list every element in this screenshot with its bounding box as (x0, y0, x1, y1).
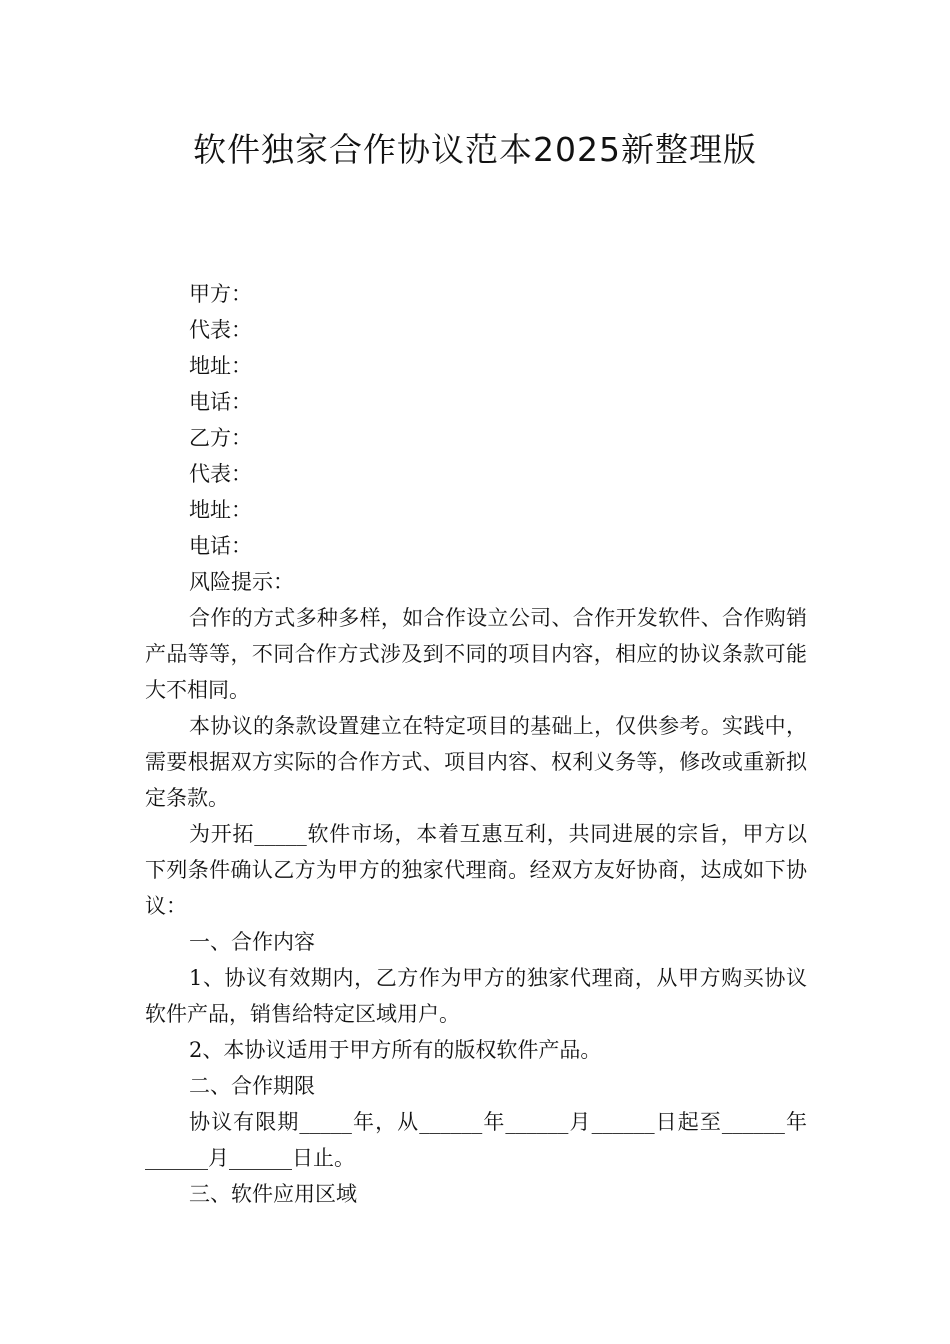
section-1-heading: 一、合作内容 (189, 930, 315, 954)
section-1-item-1: 1、协议有效期内，乙方作为甲方的独家代理商，从甲方购买协议软件产品，销售给特定区域用户。 (145, 966, 807, 1026)
party-a-label: 甲方： (189, 282, 252, 306)
section-2-heading: 二、合作期限 (189, 1074, 315, 1098)
section-2-body: 协议有限期_____年，从______年______月______日起至______年______月______日止。 (145, 1110, 807, 1170)
party-b-label: 乙方： (189, 426, 252, 450)
section-3-heading: 三、软件应用区域 (189, 1182, 357, 1206)
risk-paragraph-2: 本协议的条款设置建立在特定项目的基础上，仅供参考。实践中，需要根据双方实际的合作方式、项目内容、权利义务等，修改或重新拟定条款。 (145, 714, 807, 810)
party-a-address: 地址： (189, 354, 252, 378)
party-b-address: 地址： (189, 498, 252, 522)
document-body (145, 276, 807, 1212)
party-b-representative: 代表： (189, 462, 252, 486)
party-a-phone: 电话： (189, 390, 252, 414)
preamble-paragraph: 为开拓_____软件市场，本着互惠互利，共同进展的宗旨，甲方以下列条件确认乙方为甲方的独家代理商。经双方友好协商，达成如下协议： (145, 822, 807, 918)
risk-paragraph-1: 合作的方式多种多样，如合作设立公司、合作开发软件、合作购销产品等等，不同合作方式涉及到不同的项目内容，相应的协议条款可能大不相同。 (145, 606, 807, 702)
section-1-item-2: 2、本协议适用于甲方所有的版权软件产品。 (189, 1038, 602, 1062)
risk-heading: 风险提示： (189, 570, 294, 594)
party-a-representative: 代表： (189, 318, 252, 342)
document-title: 软件独家合作协议范本2025新整理版 (193, 130, 757, 169)
party-b-phone: 电话： (189, 534, 252, 558)
